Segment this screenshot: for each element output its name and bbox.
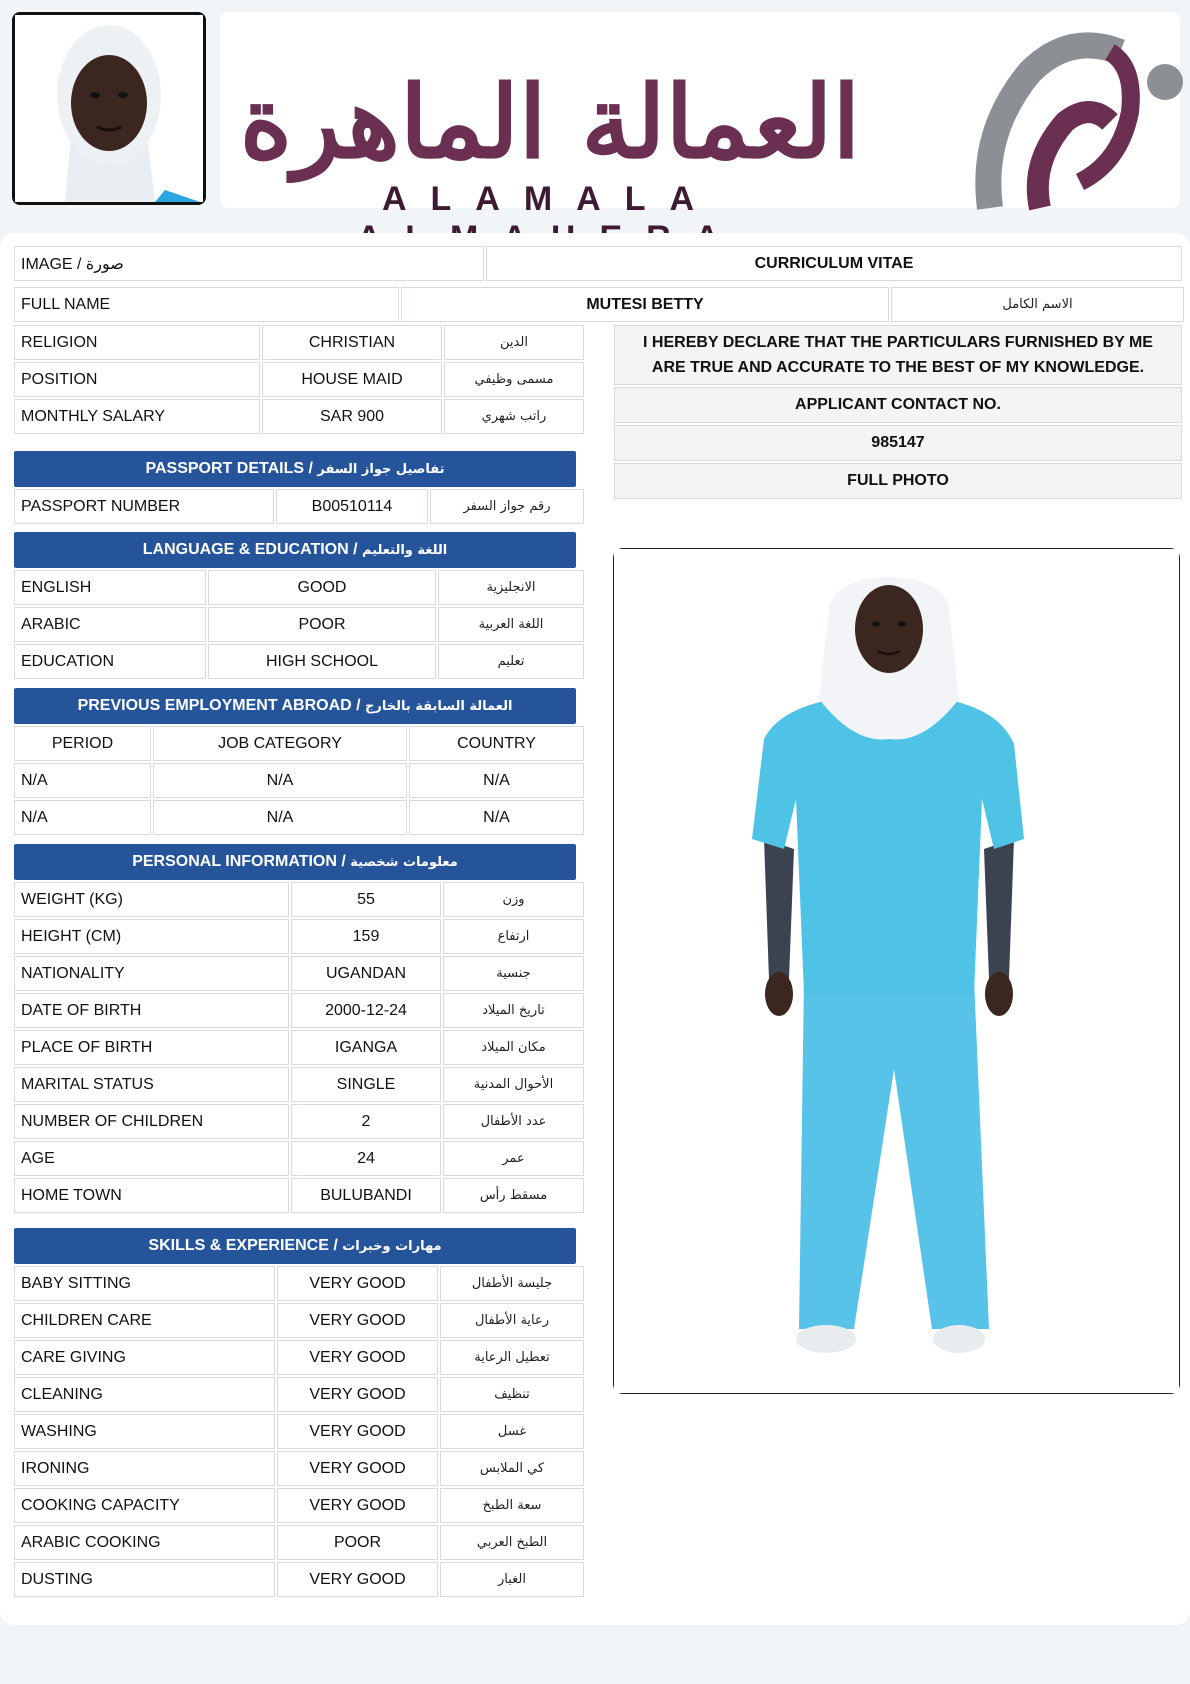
table-row: [14, 362, 584, 397]
row-arabic: عمر: [443, 1141, 584, 1176]
row-value: VERY GOOD: [277, 1377, 438, 1412]
row-value: GOOD: [208, 570, 436, 605]
row-value: POOR: [277, 1525, 438, 1560]
row-value: VERY GOOD: [277, 1303, 438, 1338]
table-cell: N/A: [153, 763, 407, 798]
table-header-row: [14, 726, 584, 761]
passport-table: [12, 487, 586, 526]
row-arabic: رعاية الأطفال: [440, 1303, 584, 1338]
row-label: WEIGHT (KG): [14, 882, 289, 917]
employment-section-header: [14, 688, 576, 724]
section-title-ar: العمالة السابقة بالخارج: [365, 699, 513, 714]
table-row: [14, 800, 584, 835]
passport-section-header: [14, 451, 576, 487]
applicant-portrait: [12, 12, 206, 205]
row-label: RELIGION: [14, 325, 260, 360]
table-row: [14, 1414, 584, 1449]
row-value: HOUSE MAID: [262, 362, 442, 397]
cv-sheet: [0, 233, 1190, 1625]
row-label: HOME TOWN: [14, 1178, 289, 1213]
row-label: PLACE OF BIRTH: [14, 1030, 289, 1065]
table-cell: N/A: [409, 800, 584, 835]
row-label: CARE GIVING: [14, 1340, 275, 1375]
row-arabic: جليسة الأطفال: [440, 1266, 584, 1301]
section-title-ar: اللغة والتعليم: [362, 543, 448, 558]
section-title-en: PERSONAL INFORMATION /: [132, 853, 351, 870]
section-title-ar: معلومات شخصية: [350, 855, 458, 870]
table-row: [14, 489, 584, 524]
row-value: IGANGA: [291, 1030, 441, 1065]
row-value: VERY GOOD: [277, 1562, 438, 1597]
table-cell: N/A: [14, 800, 151, 835]
table-row: [14, 399, 584, 434]
declaration-text: I HEREBY DECLARE THAT THE PARTICULARS FURNISHED BY ME ARE TRUE AND ACCURATE TO THE BEST OF MY KNOWLEDGE.: [614, 325, 1182, 385]
company-logo-banner: [220, 12, 1180, 218]
full-name-arabic: الاسم الكامل: [891, 287, 1184, 322]
row-arabic: مسقط رأس: [443, 1178, 584, 1213]
table-row: [14, 1525, 584, 1560]
row-arabic: عدد الأطفال: [443, 1104, 584, 1139]
row-arabic: مكان الميلاد: [443, 1030, 584, 1065]
full-name-label: FULL NAME: [14, 287, 399, 322]
row-arabic: تنظيف: [440, 1377, 584, 1412]
row-label: NUMBER OF CHILDREN: [14, 1104, 289, 1139]
row-arabic: الانجليزية: [438, 570, 584, 605]
row-value: 2000-12-24: [291, 993, 441, 1028]
cv-header: [0, 0, 1190, 222]
row-label: ENGLISH: [14, 570, 206, 605]
table-cell: N/A: [153, 800, 407, 835]
logo-arabic-text: العمالة الماهرة: [239, 63, 861, 181]
row-label: WASHING: [14, 1414, 275, 1449]
row-value: CHRISTIAN: [262, 325, 442, 360]
row-arabic: ارتفاع: [443, 919, 584, 954]
table-row: [14, 919, 584, 954]
row-label: DATE OF BIRTH: [14, 993, 289, 1028]
personal-info-table: [12, 880, 586, 1215]
row-value: 24: [291, 1141, 441, 1176]
table-row: [14, 570, 584, 605]
row-arabic: غسل: [440, 1414, 584, 1449]
row-value: 55: [291, 882, 441, 917]
row-arabic: وزن: [443, 882, 584, 917]
personal-section-header: [14, 844, 576, 880]
table-row: [14, 1488, 584, 1523]
row-label: EDUCATION: [14, 644, 206, 679]
row-value: HIGH SCHOOL: [208, 644, 436, 679]
row-label: HEIGHT (CM): [14, 919, 289, 954]
row-arabic: كي الملابس: [440, 1451, 584, 1486]
row-arabic: راتب شهري: [444, 399, 584, 434]
row-value: UGANDAN: [291, 956, 441, 991]
row-label: BABY SITTING: [14, 1266, 275, 1301]
person-portrait-icon: [15, 15, 203, 202]
skills-section-header: [14, 1228, 576, 1264]
row-arabic: سعة الطبخ: [440, 1488, 584, 1523]
row-label: AGE: [14, 1141, 289, 1176]
row-arabic: الغبار: [440, 1562, 584, 1597]
section-title-en: PASSPORT DETAILS /: [145, 460, 318, 477]
row-value: SAR 900: [262, 399, 442, 434]
table-row: [14, 1178, 584, 1213]
table-row: [14, 1303, 584, 1338]
row-label: CLEANING: [14, 1377, 275, 1412]
row-label: CHILDREN CARE: [14, 1303, 275, 1338]
skills-table: [12, 1264, 586, 1599]
row-value: POOR: [208, 607, 436, 642]
table-row: [14, 882, 584, 917]
table-row: [14, 1104, 584, 1139]
section-title-en: SKILLS & EXPERIENCE /: [148, 1237, 343, 1254]
full-photo-label: FULL PHOTO: [614, 463, 1182, 499]
person-full-body-icon: [614, 549, 1179, 1393]
row-label: COOKING CAPACITY: [14, 1488, 275, 1523]
row-arabic: تعطيل الرعاية: [440, 1340, 584, 1375]
row-value: 2: [291, 1104, 441, 1139]
table-row: [14, 1562, 584, 1597]
table-cell: N/A: [14, 763, 151, 798]
logo-english-text: ALAMALA: [381, 180, 719, 218]
row-arabic: اللغة العربية: [438, 607, 584, 642]
row-value: VERY GOOD: [277, 1414, 438, 1449]
row-arabic: الأحوال المدنية: [443, 1067, 584, 1102]
row-value: BULUBANDI: [291, 1178, 441, 1213]
declaration-table: [612, 323, 1184, 501]
row-value: VERY GOOD: [277, 1340, 438, 1375]
logo-mark-icon: [970, 12, 1180, 208]
contact-value: 985147: [614, 425, 1182, 461]
row-label: POSITION: [14, 362, 260, 397]
table-row: [14, 993, 584, 1028]
row-value: 159: [291, 919, 441, 954]
row-label: DUSTING: [14, 1562, 275, 1597]
table-row: [14, 325, 584, 360]
table-row: [14, 956, 584, 991]
table-row: [14, 1141, 584, 1176]
row-value: B00510114: [276, 489, 428, 524]
row-label: PASSPORT NUMBER: [14, 489, 274, 524]
table-row: [14, 1030, 584, 1065]
column-header: JOB CATEGORY: [153, 726, 407, 761]
table-row: [14, 1340, 584, 1375]
table-row: [14, 1067, 584, 1102]
cv-title: CURRICULUM VITAE: [486, 246, 1182, 281]
section-title-ar: مهارات وخبرات: [342, 1239, 442, 1254]
section-title-en: PREVIOUS EMPLOYMENT ABROAD /: [77, 697, 366, 714]
row-value: VERY GOOD: [277, 1451, 438, 1486]
row-value: VERY GOOD: [277, 1488, 438, 1523]
language-table: [12, 568, 586, 681]
row-arabic: جنسية: [443, 956, 584, 991]
column-header: COUNTRY: [409, 726, 584, 761]
row-label: NATIONALITY: [14, 956, 289, 991]
row-label: MARITAL STATUS: [14, 1067, 289, 1102]
contact-label: APPLICANT CONTACT NO.: [614, 387, 1182, 423]
full-name-row: [12, 285, 1186, 324]
row-label: ARABIC COOKING: [14, 1525, 275, 1560]
language-section-header: [14, 532, 576, 568]
employment-table: [12, 724, 586, 837]
table-row: [14, 1451, 584, 1486]
image-label: IMAGE / صورة: [14, 246, 484, 281]
table-row: [14, 607, 584, 642]
basic-info-table: [12, 323, 586, 436]
table-cell: N/A: [409, 763, 584, 798]
row-label: ARABIC: [14, 607, 206, 642]
column-header: PERIOD: [14, 726, 151, 761]
row-value: SINGLE: [291, 1067, 441, 1102]
section-title-en: LANGUAGE & EDUCATION /: [142, 541, 362, 558]
row-label: MONTHLY SALARY: [14, 399, 260, 434]
row-label: IRONING: [14, 1451, 275, 1486]
title-row: [12, 244, 1184, 283]
section-title-ar: تفاصيل جواز السفر: [317, 462, 445, 477]
full-name-value: MUTESI BETTY: [401, 287, 889, 322]
row-arabic: الطبخ العربي: [440, 1525, 584, 1560]
table-row: [14, 1377, 584, 1412]
row-value: VERY GOOD: [277, 1266, 438, 1301]
table-row: [14, 763, 584, 798]
row-arabic: تاريخ الميلاد: [443, 993, 584, 1028]
row-arabic: رقم جواز السفر: [430, 489, 584, 524]
row-arabic: الدين: [444, 325, 584, 360]
table-row: [14, 644, 584, 679]
row-arabic: مسمى وظيفي: [444, 362, 584, 397]
row-arabic: تعليم: [438, 644, 584, 679]
full-body-photo: [613, 548, 1180, 1394]
table-row: [14, 1266, 584, 1301]
